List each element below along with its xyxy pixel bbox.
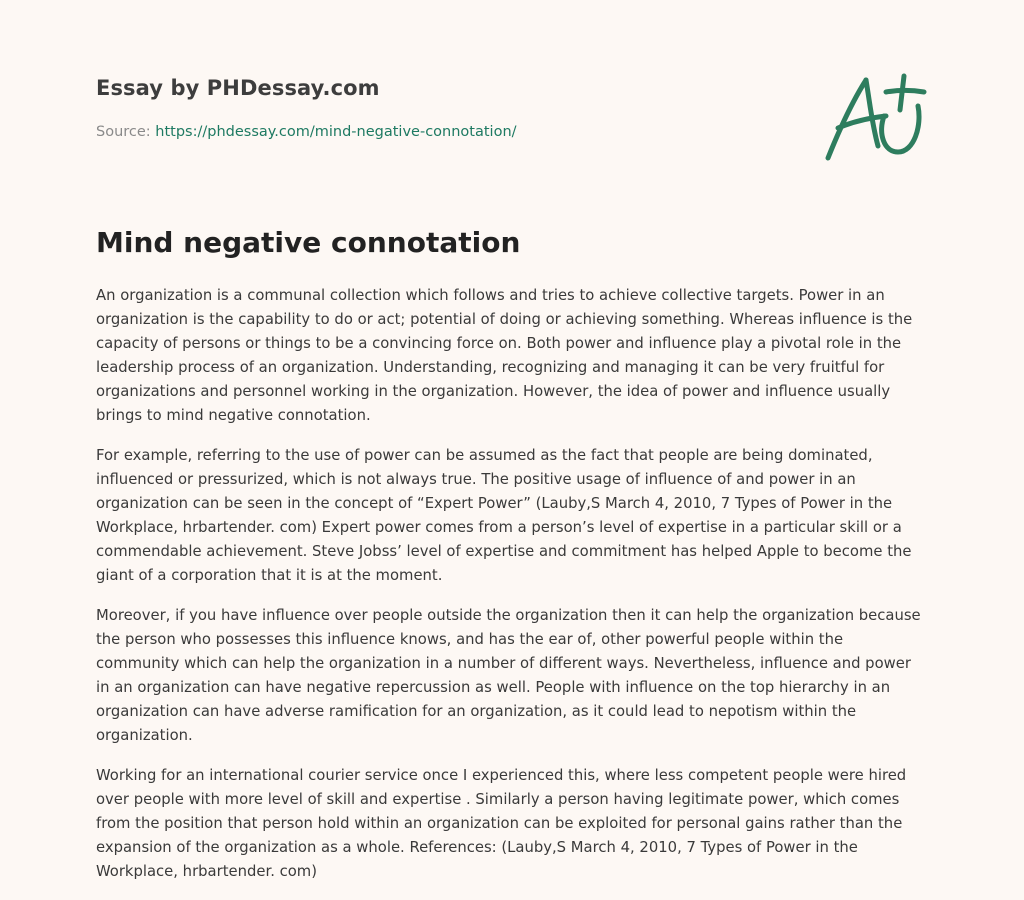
source-link[interactable]: https://phdessay.com/mind-negative-connotation/ bbox=[155, 124, 517, 140]
site-title: Essay by PHDessay.com bbox=[96, 76, 380, 100]
essay-paragraph: Working for an international courier service once I experienced this, where less competent people were hired over people with more level of skill and expertise . Similarly a person having legitimate power, which comes from the position that person hold within an organization can be exploited for personal gains rather than the expansion of the organization as a whole. References: (Lauby,S March 4, 2010, 7 Types of Power in the Workplace, hrbartender. com) bbox=[96, 767, 907, 880]
essay-title: Mind negative connotation bbox=[96, 226, 521, 259]
source-line bbox=[96, 124, 517, 140]
a-plus-logo-icon bbox=[818, 66, 930, 166]
essay-paragraph: Moreover, if you have influence over people outside the organization then it can help the organization because the person who possesses this influence knows, and has the ear of, other powerful people within the community which can help the organization in a number of different ways. Nevertheless, influence and power in an organization can have negative repercussion as well. People with influence on the top hierarchy in an organization can have adverse ramification for an organization, as it could lead to nepotism within the organization. bbox=[96, 607, 921, 744]
essay-body bbox=[96, 284, 928, 900]
essay-paragraph: An organization is a communal collection which follows and tries to achieve collective targets. Power in an organization is the capability to do or act; potential of doing or achieving something. Whereas influence is the capacity of persons or things to be a convincing force on. Both power and influence play a pivotal role in the leadership process of an organization. Understanding, recognizing and managing it can be very fruitful for organizations and personnel working in the organization. However, the idea of power and influence usually brings to mind negative connotation. bbox=[96, 287, 913, 424]
source-label: Source: bbox=[96, 124, 151, 140]
essay-paragraph: For example, referring to the use of power can be assumed as the fact that people are being dominated, influenced or pressurized, which is not always true. The positive usage of influence of and power in an organization can be seen in the concept of “Expert Power” (Lauby,S March 4, 2010, 7 Types of Power in the Workplace, hrbartender. com) Expert power comes from a person’s level of expertise in a particular skill or a commendable achievement. Steve Jobss’ level of expertise and commitment has helped Apple to become the giant of a corporation that it is at the moment. bbox=[96, 447, 912, 584]
